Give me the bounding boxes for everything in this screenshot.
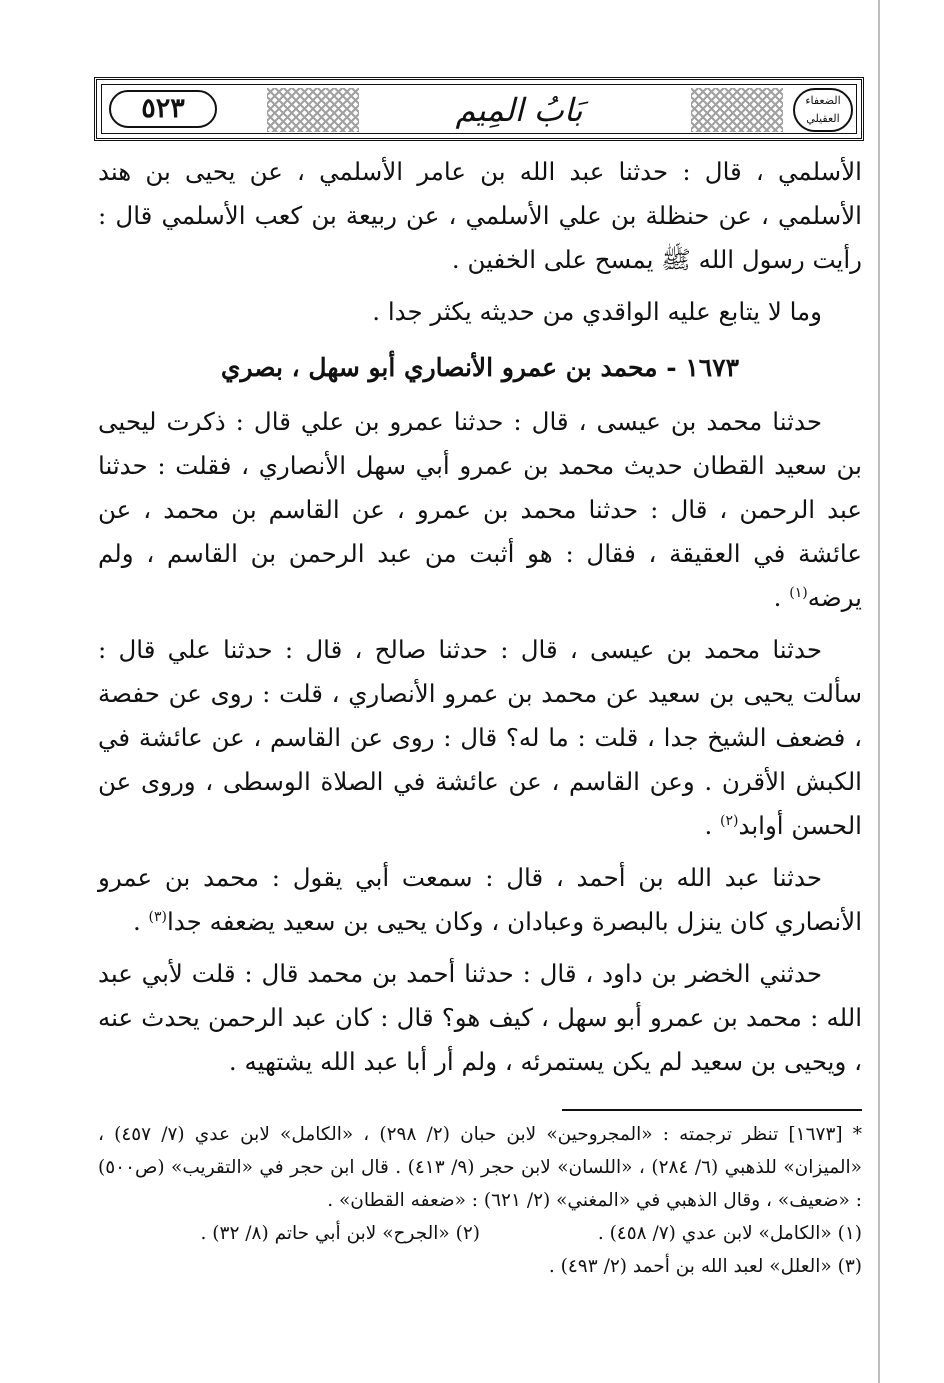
page-header bbox=[94, 77, 864, 141]
logo-line-1: الضعفاء bbox=[805, 94, 841, 107]
paragraph-text: حدثنا عبد الله بن أحمد ، قال : سمعت أبي يقول : محمد بن عمرو الأنصاري كان ينزل بالبصرة وعبادان ، وكان يحيى بن سعيد يضعفه جدا bbox=[98, 863, 862, 936]
ornament-right bbox=[691, 88, 783, 132]
paragraph-end: . bbox=[704, 811, 721, 840]
footnote-marker: (٣) bbox=[148, 908, 167, 925]
paragraph: الأسلمي ، قال : حدثنا عبد الله بن عامر الأسلمي ، عن يحيى بن هند الأسلمي ، عن حنظلة بن علي الأسلمي ، عن ربيعة بن كعب الأسلمي قال : رأيت رسول الله ﷺ يمسح على الخفين . bbox=[98, 157, 862, 274]
entry-title: ١٦٧٣ - محمد بن عمرو الأنصاري أبو سهل ، بصري bbox=[220, 353, 740, 382]
footnotes bbox=[98, 1118, 862, 1283]
main-text bbox=[98, 150, 862, 1092]
paragraph-text: حدثنا محمد بن عيسى ، قال : حدثنا عمرو بن علي قال : ذكرت ليحيى بن سعيد القطان حديث محمد بن عمرو أبي سهل الأنصاري ، فقلت : حدثنا عبد الرحمن ، قال : حدثنا محمد بن عمرو ، عن القاسم بن محمد ، عن عائشة في العقيقة ، فقال : هو أثبت من عبد الرحمن بن القاسم ، ولم يرضه bbox=[98, 407, 862, 612]
chapter-title: بَابُ المِيم bbox=[455, 91, 583, 129]
ornament-left bbox=[267, 88, 359, 132]
footnote-marker: (٢) bbox=[720, 812, 739, 829]
footnote-3: (٣) «العلل» لعبد الله بن أحمد (٢/ ٤٩٣) . bbox=[548, 1256, 862, 1277]
book-logo bbox=[793, 88, 853, 132]
paragraph bbox=[98, 952, 862, 1084]
footnote-marker: (١) bbox=[789, 584, 808, 601]
footnote-1: (١) «الكامل» لابن عدي (٧/ ٤٥٨) . bbox=[597, 1223, 862, 1244]
footnote-row bbox=[98, 1217, 862, 1250]
footnote-separator bbox=[562, 1109, 862, 1111]
page-edge-line bbox=[878, 0, 880, 1383]
paragraph-text: حدثنا محمد بن عيسى ، قال : حدثنا صالح ، قال : حدثنا علي قال : سألت يحيى بن سعيد عن محمد بن عمرو الأنصاري ، قلت : روى عن حفصة ، فضعف الشيخ جدا ، قلت : ما له؟ قال : روى عن القاسم ، عن عائشة في الكبش الأقرن . وعن القاسم ، عن عائشة في الصلاة الوسطى ، وروى عن الحسن أوابد bbox=[98, 635, 862, 840]
footnote-main: * [١٦٧٣] تنظر ترجمته : «المجروحين» لابن حبان (٢/ ٢٩٨) ، «الكامل» لابن عدي (٧/ ٤٥٧) ، «الميزان» للذهبي (٦/ ٢٨٤) ، «اللسان» لابن حجر (٩/ ٤١٣) . قال ابن حجر في «التقريب» (ص٥٠٠) : «ضعيف» ، وقال الذهبي في «المغني» (٢/ ٦٢١) : «ضعفه القطان» . bbox=[98, 1124, 862, 1211]
logo-line-2: العقيلي bbox=[806, 112, 840, 125]
page-number: ٥٢٣ bbox=[109, 90, 217, 128]
paragraph bbox=[98, 856, 862, 944]
paragraph-end: . bbox=[132, 907, 149, 936]
paragraph-end: . bbox=[773, 583, 790, 612]
paragraph bbox=[98, 400, 862, 620]
paragraph-text: حدثني الخضر بن داود ، قال : حدثنا أحمد بن محمد قال : قلت لأبي عبد الله : محمد بن عمرو أبو سهل ، كيف هو؟ قال : كان عبد الرحمن يحدث عنه ، ويحيى بن سعيد لم يكن يستمرئه ، ولم أر أبا عبد الله يشتهيه . bbox=[98, 959, 862, 1076]
paragraph bbox=[98, 628, 862, 848]
footnote-2: (٢) «الجرح» لابن أبي حاتم (٨/ ٣٢) . bbox=[200, 1223, 480, 1244]
paragraph: وما لا يتابع عليه الواقدي من حديثه يكثر جدا . bbox=[372, 297, 822, 326]
